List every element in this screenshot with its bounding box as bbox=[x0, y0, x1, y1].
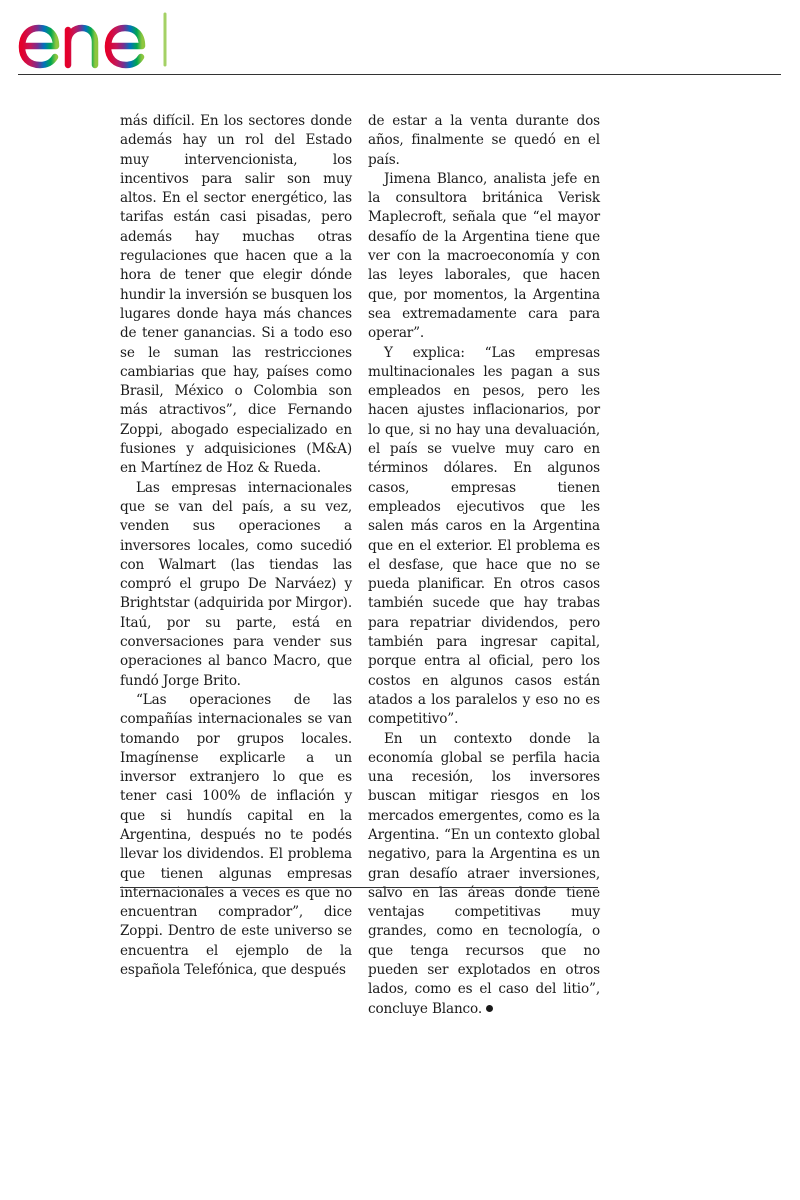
paragraph: Y explica: “Las empresas multinacionales les pagan a sus empleados en pesos, pero les hacen ajustes inflacionarios, por lo que, si no hay una devaluación, el país se vuelve muy caro en términos dólares. En algunos casos, empresas tienen empleados ejecutivos que les salen más caros en la Argentina que en el exterior. El problema es el desfase, que hace que no se pueda planificar. En otros casos también sucede que hay trabas para repatriar dividendos, pero también para ingresar capital, porque entra al oficial, pero los costos en algunos casos están atados a los paralelos y eso no es competitivo”. bbox=[368, 344, 600, 728]
paragraph-text: En un contexto donde la economía global se perfila hacia una recesión, los inversores buscan mitigar riesgos en los mercados emergentes, como es la Argentina. “En un contexto global negativo, para la Argentina es un gran desafío atraer inversiones, salvo en las áreas donde tiene ventajas competitivas muy grandes, como en tecnología, o que tenga recursos que no pueden ser explotados en otros lados, como es el caso del litio”, concluye Blanco. bbox=[368, 730, 600, 1017]
paragraph-last bbox=[368, 730, 600, 1019]
paragraph: Las empresas internacionales que se van del país, a su vez, venden sus operaciones a inversores locales, como sucedió con Walmart (las tiendas las compró el grupo De Narváez) y Brightstar (adquirida por Mirgor). Itaú, por su parte, está en conversaciones para vender sus operaciones al banco Macro, que fundó Jorge Brito. bbox=[120, 479, 352, 689]
paragraph: más difícil. En los sectores donde además hay un rol del Estado muy intervencionista, los incentivos para salir son muy altos. En el sector energético, las tarifas están casi pisadas, pero además hay muchas otras regulaciones que hacen que a la hora de tener que elegir dónde hundir la inversión se busquen los lugares donde haya más chances de tener ganancias. Si a todo eso se le suman las restricciones cambiarias que hay, países como Brasil, México o Colombia son más atractivos”, dice Fernando Zoppi, abogado especializado en fusiones y adquisiciones (M&A) en Martínez de Hoz & Rueda. bbox=[120, 113, 352, 477]
article-body bbox=[120, 112, 600, 1017]
article-column-left bbox=[120, 112, 352, 980]
enel-logo bbox=[18, 4, 183, 70]
article-bottom-divider bbox=[120, 887, 598, 888]
header-divider bbox=[18, 74, 781, 75]
end-mark-icon bbox=[486, 1005, 493, 1012]
paragraph: “Las operaciones de las compañías internacionales se van tomando por grupos locales. Imagínense explicarle a un inversor extranjero lo que es tener casi 100% de inflación y que si hundís capital en la Argentina, después no te podés llevar los dividendos. El problema que tienen algunas empresas internacionales a veces es que no encuentran comprador”, dice Zoppi. Dentro de este universo se encuentra el ejemplo de la española Telefónica, que después bbox=[120, 691, 352, 979]
paragraph: de estar a la venta durante dos años, finalmente se quedó en el país. bbox=[368, 113, 600, 168]
page-header bbox=[0, 0, 800, 78]
article-column-right bbox=[368, 112, 600, 1019]
paragraph: Jimena Blanco, analista jefe en la consultora británica Verisk Maplecroft, señala que “el mayor desafío de la Argentina tiene que ver con la macroeconomía y con las leyes laborales, que hacen que, por momentos, la Argentina sea extremadamente cara para operar”. bbox=[368, 170, 600, 342]
